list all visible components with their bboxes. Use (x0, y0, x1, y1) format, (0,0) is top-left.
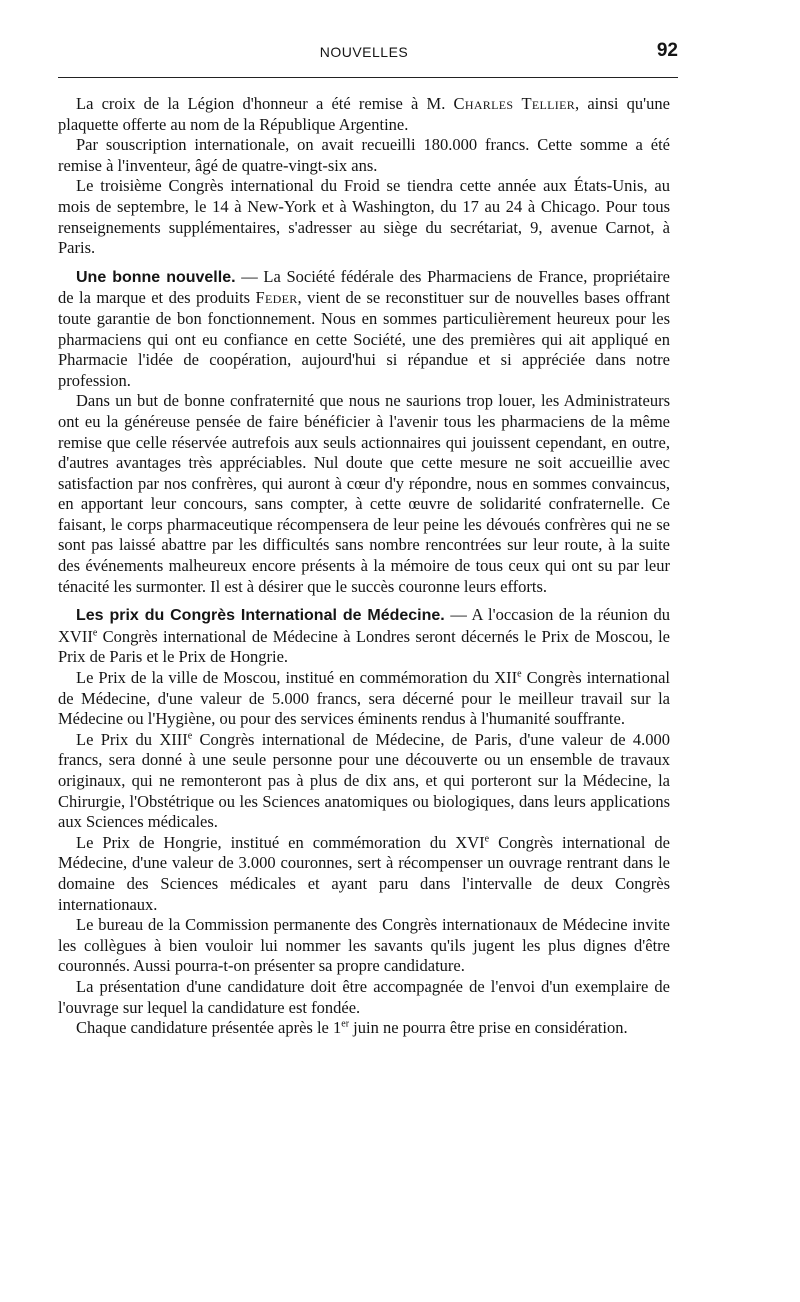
document-page (58, 0, 678, 1039)
person-name: Charles Tellier (453, 94, 576, 113)
section-bonne-nouvelle (58, 267, 670, 598)
paragraph-souscription: Par souscription internationale, on avait recueilli 180.000 francs. Cette somme a été remise à l'inventeur, âgé de quatre-vingt-six ans. (58, 135, 670, 175)
page-body (58, 78, 670, 1039)
paragraph-prix-intro: Les prix du Congrès International de Médecine. — A l'occasion de la réunion du XVIIe Congrès international de Médecine à Londres seront décernés le Prix de Moscou, le Prix de Paris et le Prix de Hongrie. (58, 605, 670, 667)
header-rule (58, 77, 678, 78)
section-heading: Les prix du Congrès International de Médecine. (76, 607, 445, 625)
section-heading: Une bonne nouvelle. (76, 268, 236, 286)
brand-name: Feder (255, 288, 298, 308)
page-header (58, 0, 678, 78)
paragraph-prix-moscou: Le Prix de la ville de Moscou, institué en commémoration du XIIe Congrès international de Médecine, d'une valeur de 5.000 francs, sera décerné pour le meilleur travail sur la Médecine ou l'Hygiène, ou pour des services éminents rendus à l'humanité souffrante. (58, 668, 670, 729)
paragraph-delai: Chaque candidature présentée après le 1er juin ne pourra être prise en considération. (76, 1018, 628, 1038)
paragraph-commission: Le bureau de la Commission permanente des Congrès internationaux de Médecine invite les collègues à bien vouloir lui nommer les savants qu'ils jugent les plus dignes d'être couronnés. Aussi pourra-t-on présenter sa propre candidature. (58, 915, 670, 976)
paragraph-prix-hongrie: Le Prix de Hongrie, institué en commémoration du XVIe Congrès international de Médecine, d'une valeur de 3.000 couronnes, sert à récompenser un ouvrage rentrant dans le domaine des Sciences médicales et ayant paru dans l'intervalle de deux Congrès internationaux. (58, 832, 670, 914)
paragraph-confraternite: Dans un but de bonne confraternité que nous ne saurions trop louer, les Administrateurs ont eu la généreuse pensée de faire bénéficier à l'avenir tous les pharmaciens de la même remise que celle réservée autrefois aux seuls actionnaires qui jouissent cependant, en outre, d'autres avantages très appréciables. Nul doute que cette mesure ne soit accueillie avec satisfaction par nos confrères, qui auront à cœur d'y répondre, nous en sommes convaincus, en apportant leur concours, sans compter, à cette œuvre de solidarité confraternelle. Ce faisant, le corps pharmaceutique récompensera de leur peine les dévoués confrères qui ne se sont pas laissé abattre par les difficultés sans nombre rencontrées sur leur route, à la suite des événements malheureux encore présents à la mémoire de tous ceux qui ont su par leur ténacité les surmonter. Il est à désirer que le succès couronne leurs efforts. (58, 391, 670, 596)
running-head: NOUVELLES (319, 44, 409, 60)
paragraph-congres-froid: Le troisième Congrès international du Froid se tiendra cette année aux États-Unis, au mois de septembre, le 14 à New-York et à Washington, du 17 au 24 à Chicago. Pour tous renseignements supplémentaires, s'adresser au siège du secrétariat, 9, avenue Carnot, à Paris. (58, 176, 670, 258)
paragraph-prix-paris: Le Prix du XIIIe Congrès international de Médecine, de Paris, d'une valeur de 4.000 francs, sera donné à une seule personne pour une découverte ou un ensemble de travaux originaux, qui ne remonteront pas à plus de dix ans, et qui porteront sur la Médecine, la Chirurgie, l'Obstétrique ou les Sciences anatomiques ou biologiques, dans leurs applications aux Sciences médicales. (58, 729, 670, 832)
paragraph-presentation: La présentation d'une candidature doit être accompagnée de l'envoi d'un exemplaire de l'ouvrage sur lequel la candidature est fondée. (58, 976, 670, 1017)
paragraph-societe-federale: Une bonne nouvelle. — La Société fédérale des Pharmaciens de France, propriétaire de la marque et des produits Feder, vient de se reconstituer sur de nouvelles bases offrant toute garantie de bon fonctionnement. Nous en sommes particulièrement heureux pour les pharmaciens qui ont eu confiance en cette Société, une des premières qui ait appliqué en Pharmacie l'idée de coopération, aujourd'hui si répandue et si appréciée dans notre profession. (58, 266, 670, 390)
page-number: 92 (656, 40, 678, 61)
paragraph-legion-honneur: La croix de la Légion d'honneur a été remise à M. Charles Tellier, ainsi qu'une plaquette offerte au nom de la République Argentine. (58, 94, 670, 134)
section-prix-congres (58, 605, 670, 1038)
